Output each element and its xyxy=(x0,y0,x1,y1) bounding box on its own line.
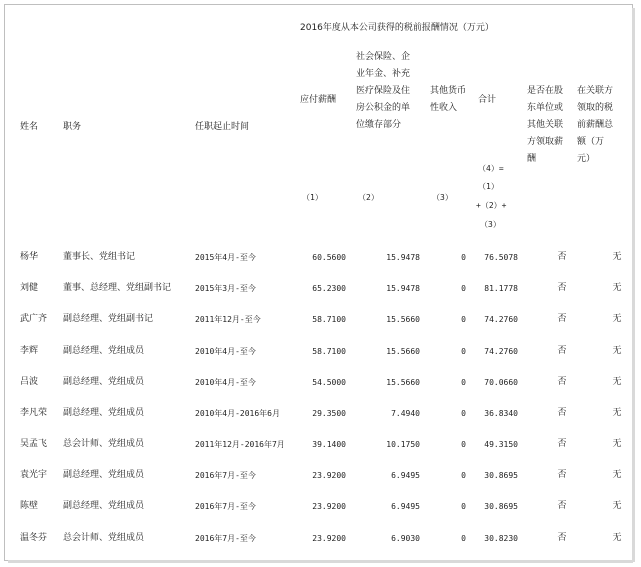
cell-name: 吕波 xyxy=(20,377,39,387)
cell-name: 陈壁 xyxy=(20,501,39,511)
cell-term: 2016年7月-至今 xyxy=(195,534,256,543)
cell-name: 吴孟飞 xyxy=(20,439,48,449)
cell-name: 杨华 xyxy=(20,252,39,262)
cell-total: 76.5078 xyxy=(484,253,518,262)
cell-related-amount: 无 xyxy=(612,470,622,480)
cell-other: 0 xyxy=(461,440,466,449)
cell-name: 李辉 xyxy=(20,346,39,356)
cell-salary: 65.2300 xyxy=(312,284,346,293)
cell-salary: 58.7100 xyxy=(312,315,346,324)
cell-other: 0 xyxy=(461,253,466,262)
cell-salary: 58.7100 xyxy=(312,347,346,356)
cell-term: 2010年4月-2016年6月 xyxy=(195,409,280,418)
cell-related-unit: 否 xyxy=(557,346,567,356)
frame-shadow-right xyxy=(632,8,635,562)
header-insurance: 社会保险、企业年金、补充医疗保险及住房公积金的单位缴存部分 xyxy=(356,52,411,130)
cell-related-unit: 否 xyxy=(557,408,567,418)
cell-position: 副总经理、党组成员 xyxy=(63,470,145,480)
cell-insurance: 15.9478 xyxy=(386,284,420,293)
cell-name: 温冬芬 xyxy=(20,533,48,543)
code-total-line3: +（2）+ xyxy=(476,201,507,210)
cell-total: 36.8340 xyxy=(484,409,518,418)
frame-shadow-bottom xyxy=(8,560,633,563)
code-other: （3） xyxy=(432,193,453,202)
cell-position: 副总经理、党组成员 xyxy=(63,408,145,418)
group-header: 2016年度从本公司获得的税前报酬情况（万元） xyxy=(300,23,494,33)
cell-total: 49.3150 xyxy=(484,440,518,449)
header-name: 姓名 xyxy=(20,122,39,132)
cell-other: 0 xyxy=(461,347,466,356)
cell-term: 2010年4月-至今 xyxy=(195,347,256,356)
code-salary: （1） xyxy=(302,193,323,202)
cell-insurance: 15.5660 xyxy=(386,378,420,387)
cell-total: 30.8695 xyxy=(484,502,518,511)
cell-total: 70.0660 xyxy=(484,378,518,387)
cell-total: 30.8230 xyxy=(484,534,518,543)
cell-term: 2010年4月-至今 xyxy=(195,378,256,387)
cell-related-amount: 无 xyxy=(612,501,622,511)
cell-related-unit: 否 xyxy=(557,314,567,324)
cell-salary: 39.1400 xyxy=(312,440,346,449)
header-other: 其他货币性收入 xyxy=(430,86,467,113)
cell-name: 袁光宇 xyxy=(20,470,48,480)
cell-position: 董事长、党组书记 xyxy=(63,252,136,262)
cell-related-amount: 无 xyxy=(612,408,622,418)
cell-other: 0 xyxy=(461,284,466,293)
cell-name: 刘健 xyxy=(20,283,39,293)
cell-related-unit: 否 xyxy=(557,470,567,480)
cell-related-unit: 否 xyxy=(557,252,567,262)
cell-position: 总会计师、党组成员 xyxy=(63,533,145,543)
cell-related-amount: 无 xyxy=(612,533,622,543)
cell-position: 副总经理、党组成员 xyxy=(63,346,145,356)
cell-related-unit: 否 xyxy=(557,283,567,293)
cell-salary: 23.9200 xyxy=(312,534,346,543)
cell-insurance: 15.5660 xyxy=(386,315,420,324)
code-total-line1: （4）= xyxy=(478,164,504,173)
header-term: 任职起止时间 xyxy=(195,122,250,132)
cell-term: 2011年12月-2016年7月 xyxy=(195,440,285,449)
cell-position: 副总经理、党组成员 xyxy=(63,501,145,511)
cell-term: 2016年7月-至今 xyxy=(195,471,256,480)
cell-related-amount: 无 xyxy=(612,252,622,262)
cell-position: 副总经理、党组成员 xyxy=(63,377,145,387)
cell-other: 0 xyxy=(461,315,466,324)
code-total-line4: （3） xyxy=(480,220,501,229)
cell-insurance: 15.5660 xyxy=(386,347,420,356)
cell-insurance: 6.9495 xyxy=(391,471,420,480)
cell-total: 74.2760 xyxy=(484,347,518,356)
cell-related-unit: 否 xyxy=(557,439,567,449)
cell-related-unit: 否 xyxy=(557,377,567,387)
cell-related-amount: 无 xyxy=(612,377,622,387)
header-salary: 应付薪酬 xyxy=(300,95,337,105)
cell-related-amount: 无 xyxy=(612,439,622,449)
cell-term: 2015年3月-至今 xyxy=(195,284,256,293)
cell-insurance: 10.1750 xyxy=(386,440,420,449)
cell-insurance: 15.9478 xyxy=(386,253,420,262)
cell-salary: 29.3500 xyxy=(312,409,346,418)
cell-other: 0 xyxy=(461,471,466,480)
header-position: 职务 xyxy=(63,122,82,132)
cell-insurance: 7.4940 xyxy=(391,409,420,418)
cell-related-amount: 无 xyxy=(612,283,622,293)
cell-term: 2016年7月-至今 xyxy=(195,502,256,511)
cell-salary: 23.9200 xyxy=(312,471,346,480)
cell-total: 74.2760 xyxy=(484,315,518,324)
cell-total: 81.1778 xyxy=(484,284,518,293)
cell-related-unit: 否 xyxy=(557,533,567,543)
cell-name: 李凡荣 xyxy=(20,408,48,418)
header-related-unit: 是否在股东单位或其他关联方领取薪酬 xyxy=(527,86,564,164)
code-total-line2: （1） xyxy=(478,182,499,191)
cell-salary: 60.5600 xyxy=(312,253,346,262)
cell-other: 0 xyxy=(461,378,466,387)
cell-salary: 23.9200 xyxy=(312,502,346,511)
cell-related-amount: 无 xyxy=(612,314,622,324)
cell-total: 30.8695 xyxy=(484,471,518,480)
cell-other: 0 xyxy=(461,534,466,543)
cell-related-amount: 无 xyxy=(612,346,622,356)
cell-insurance: 6.9495 xyxy=(391,502,420,511)
code-insurance: （2） xyxy=(358,193,379,202)
cell-position: 总会计师、党组成员 xyxy=(63,439,145,449)
cell-other: 0 xyxy=(461,502,466,511)
cell-term: 2011年12月-至今 xyxy=(195,315,261,324)
cell-position: 董事、总经理、党组副书记 xyxy=(63,283,172,293)
cell-position: 副总经理、党组副书记 xyxy=(63,314,154,324)
header-related-amount: 在关联方领取的税前薪酬总额（万元） xyxy=(577,86,614,164)
cell-other: 0 xyxy=(461,409,466,418)
cell-term: 2015年4月-至今 xyxy=(195,253,256,262)
cell-insurance: 6.9030 xyxy=(391,534,420,543)
cell-name: 武广齐 xyxy=(20,314,48,324)
cell-related-unit: 否 xyxy=(557,501,567,511)
cell-salary: 54.5000 xyxy=(312,378,346,387)
header-total: 合计 xyxy=(478,95,497,105)
